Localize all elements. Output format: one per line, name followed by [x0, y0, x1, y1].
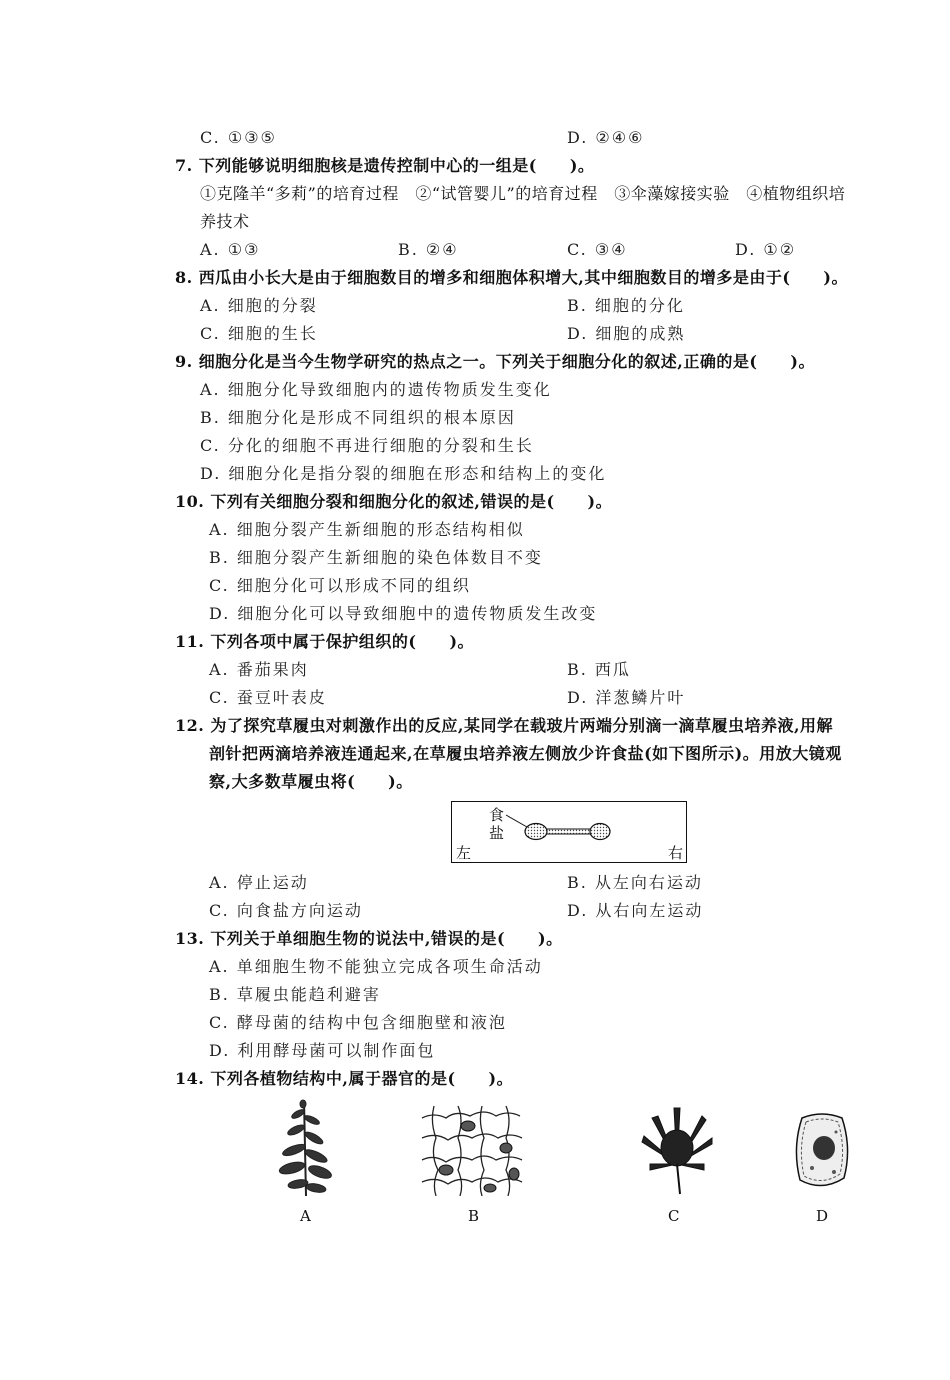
q12-stem-line1: 12. 为了探究草履虫对刺激作出的反应,某同学在载玻片两端分别滴一滴草履虫培养液,用解 — [175, 716, 834, 735]
q13-stem: 13. 下列关于单细胞生物的说法中,错误的是( )。 — [175, 929, 563, 948]
salt-label-2: 盐 — [489, 824, 505, 842]
q9-option-a: A. 细胞分化导致细胞内的遗传物质发生变化 — [200, 380, 552, 399]
q11-stem: 11. 下列各项中属于保护组织的( )。 — [175, 632, 475, 651]
q9-option-b: B. 细胞分化是形成不同组织的根本原因 — [200, 408, 516, 427]
q12-option-c: C. 向食盐方向运动 — [209, 901, 363, 920]
q8-option-b: B. 细胞的分化 — [567, 296, 685, 315]
q6-option-c: C. ①③⑤ — [200, 128, 277, 147]
q10-option-b: B. 细胞分裂产生新细胞的染色体数目不变 — [209, 548, 543, 567]
salt-label-1: 食 — [489, 806, 505, 824]
tissue-figure-b — [420, 1104, 524, 1196]
q8-option-d: D. 细胞的成熟 — [567, 324, 686, 343]
q6-option-d: D. ②④⑥ — [567, 128, 645, 147]
q11-option-d: D. 洋葱鳞片叶 — [567, 688, 686, 707]
q9-option-d: D. 细胞分化是指分裂的细胞在形态和结构上的变化 — [200, 464, 607, 483]
figure-label-d: D — [816, 1207, 829, 1225]
q7-statement-line2: 养技术 — [200, 212, 250, 231]
q7-stem: 7. 下列能够说明细胞核是遗传控制中心的一组是( )。 — [175, 156, 595, 175]
connecting-channel — [544, 829, 594, 834]
q12-option-d: D. 从右向左运动 — [567, 901, 704, 920]
q13-option-d: D. 利用酵母菌可以制作面包 — [209, 1041, 436, 1060]
plant-figure-a — [276, 1096, 336, 1200]
figure-label-a: A — [300, 1207, 311, 1225]
q12-stem-line3: 察,大多数草履虫将( )。 — [209, 772, 413, 791]
q9-stem: 9. 细胞分化是当今生物学研究的热点之一。下列关于细胞分化的叙述,正确的是( )。 — [175, 352, 815, 371]
q9-option-c: C. 分化的细胞不再进行细胞的分裂和生长 — [200, 436, 534, 455]
right-label: 右 — [668, 844, 684, 862]
q7-statement-line1: ①克隆羊“多莉”的培育过程 ②“试管婴儿”的培育过程 ③伞藻嫁接实验 ④植物组织培 — [200, 184, 846, 203]
q8-stem: 8. 西瓜由小长大是由于细胞数目的增多和细胞体积增大,其中细胞数目的增多是由于( )。 — [175, 268, 848, 287]
q13-option-a: A. 单细胞生物不能独立完成各项生命活动 — [209, 957, 543, 976]
q12-stem-line2: 剖针把两滴培养液连通起来,在草履虫培养液左侧放少许食盐(如下图所示)。用放大镜观 — [209, 744, 842, 763]
q14-stem: 14. 下列各植物结构中,属于器官的是( )。 — [175, 1069, 514, 1088]
left-label: 左 — [456, 844, 472, 862]
q10-option-d: D. 细胞分化可以导致细胞中的遗传物质发生改变 — [209, 604, 598, 623]
q11-option-b: B. 西瓜 — [567, 660, 631, 679]
q10-stem: 10. 下列有关细胞分裂和细胞分化的叙述,错误的是( )。 — [175, 492, 613, 511]
slide-diagram — [451, 801, 687, 863]
right-culture-drop — [590, 824, 610, 840]
salt-pointer-line — [506, 815, 527, 827]
q7-option-a: A. ①③ — [200, 240, 261, 259]
figure-label-b: B — [468, 1207, 480, 1225]
q11-option-a: A. 番茄果肉 — [209, 660, 309, 679]
figure-label-c: C — [668, 1207, 680, 1225]
q11-option-c: C. 蚕豆叶表皮 — [209, 688, 327, 707]
q8-option-a: A. 细胞的分裂 — [200, 296, 318, 315]
q13-option-b: B. 草履虫能趋利避害 — [209, 985, 381, 1004]
q7-option-c: C. ③④ — [567, 240, 628, 259]
q10-option-c: C. 细胞分化可以形成不同的组织 — [209, 576, 471, 595]
cell-figure-d — [790, 1108, 854, 1194]
q12-option-b: B. 从左向右运动 — [567, 873, 703, 892]
q7-option-d: D. ①② — [735, 240, 797, 259]
q8-option-c: C. 细胞的生长 — [200, 324, 318, 343]
q12-option-a: A. 停止运动 — [209, 873, 309, 892]
left-culture-drop — [525, 824, 547, 840]
culture-drops-illustration — [452, 802, 688, 864]
q7-option-b: B. ②④ — [398, 240, 459, 259]
q10-option-a: A. 细胞分裂产生新细胞的形态结构相似 — [209, 520, 525, 539]
leaf-figure-c — [640, 1104, 714, 1196]
q13-option-c: C. 酵母菌的结构中包含细胞壁和液泡 — [209, 1013, 507, 1032]
